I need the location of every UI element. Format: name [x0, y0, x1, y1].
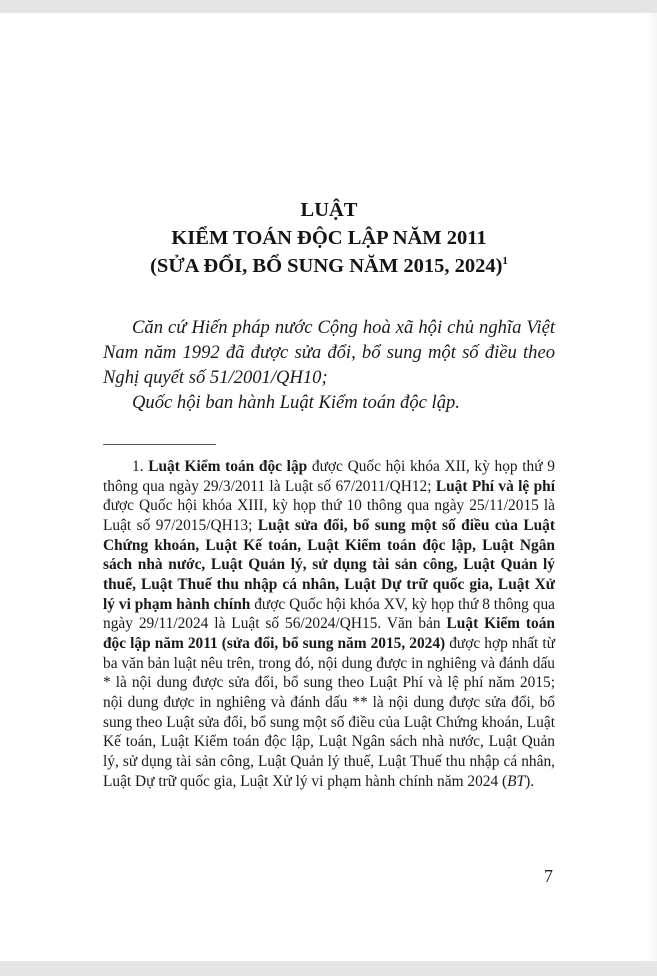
footnote-seg-8: BT	[507, 772, 526, 790]
footnote	[103, 457, 555, 791]
footnote-marker[interactable]: 1	[502, 255, 508, 267]
document-page	[0, 13, 657, 961]
footnote-seg-2: Luật Phí và lệ phí	[435, 477, 555, 495]
title-line-2: KIỂM TOÁN ĐỘC LẬP NĂM 2011	[171, 227, 487, 249]
footnote-seg-0: Luật Kiểm toán độc lập	[148, 458, 308, 475]
footnote-paragraph	[103, 457, 555, 791]
page-number: 7	[544, 866, 553, 886]
page-edge-shadow	[645, 13, 657, 961]
footnote-seg-5: được Quốc hội khóa XV, kỳ họp thứ 8 thông qua ngày 29/11/2024 là Luật số 56/2024/QH15. Văn bản	[103, 595, 555, 633]
footnote-seg-9: ).	[525, 772, 535, 790]
footnote-separator	[103, 444, 216, 445]
preamble-paragraph: Quốc hội ban hành Luật Kiểm toán độc lập.	[132, 392, 460, 413]
preamble-paragraph: Căn cứ Hiến pháp nước Cộng hoà xã hội chủ nghĩa Việt Nam năm 1992 đã được sửa đổi, bổ sung một số điều theo Nghị quyết số 51/2001/QH10;	[103, 317, 555, 388]
footnote-number: 1.	[132, 458, 144, 475]
footnote-seg-6: Luật Kiểm toán độc lập năm 2011 (sửa đổi, bổ sung năm 2015, 2024)	[103, 615, 555, 652]
title-line-1: LUẬT	[300, 199, 358, 221]
footnote-seg-1: được Quốc hội khóa XII, kỳ họp thứ 9 thông qua ngày 29/3/2011 là Luật số 67/2011/QH12;	[103, 458, 555, 495]
title-line-3-text: (SỬA ĐỔI, BỔ SUNG NĂM 2015, 2024)	[150, 255, 503, 277]
title-line-3	[103, 252, 555, 283]
footnote-seg-7: được hợp nhất từ ba văn bản luật nêu trên, trong đó, nội dung được in nghiêng và đánh dấu * là nội dung được sửa đổi, bổ sung theo Luật Phí và lệ phí năm 2015; nội dung được in nghiêng và đánh dấu ** là nội dung được sửa đổi, bổ sung theo Luật sửa đổi, bổ sung một số điều của Luật Chứng khoán, Luật Kế toán, Luật Kiểm toán độc lập, Luật Ngân sách nhà nước, Luật Quản lý, sử dụng tài sản công, Luật Quản lý thuế, Luật Thuế thu nhập cá nhân, Luật Dự trữ quốc gia, Luật Xử lý vi phạm hành chính năm 2024 (	[103, 634, 555, 790]
law-title	[103, 196, 555, 283]
preamble	[103, 315, 555, 415]
footnote-seg-3: được Quốc hội khóa XIII, kỳ họp thứ 10 thông qua ngày 25/11/2015 là Luật số 97/2015/QH13;	[103, 497, 555, 534]
footnote-seg-4: Luật sửa đổi, bổ sung một số điều của Luật Chứng khoán, Luật Kế toán, Luật Kiểm toán độc lập, Luật Ngân sách nhà nước, Luật Quản lý, sử dụng tài sản công, Luật Quản lý thuế, Luật Thuế thu nhập cá nhân, Luật Dự trữ quốc gia, Luật Xử lý vi phạm hành chính	[103, 516, 555, 613]
